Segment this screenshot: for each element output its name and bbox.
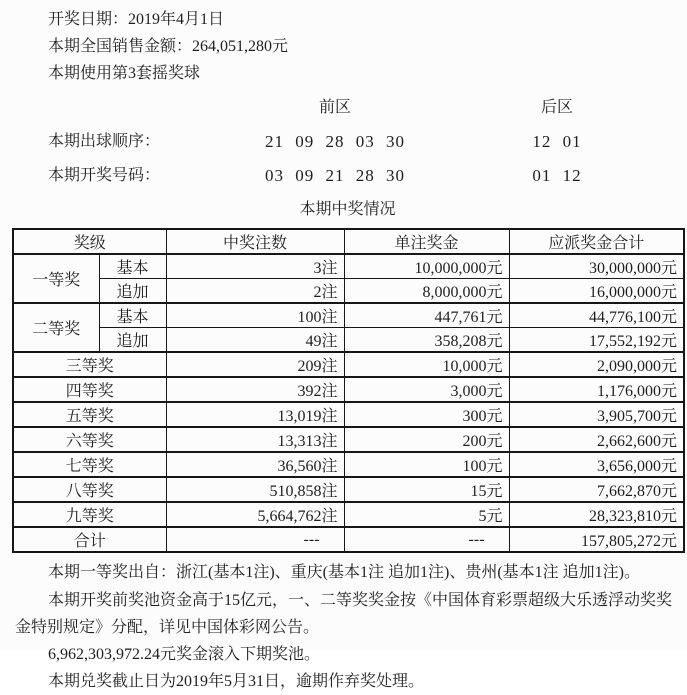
cell-total: 30,000,000元: [509, 254, 684, 279]
cell-tier: 六等奖: [13, 427, 166, 452]
cell-tier: 七等奖: [13, 452, 166, 477]
winning-numbers-label: 本期开奖号码：: [48, 167, 161, 184]
cell-tier: 八等奖: [13, 477, 166, 502]
ball-set-line: 本期使用第3套摇奖球: [48, 65, 201, 82]
header-total: 应派奖金合计: [509, 229, 684, 254]
back-zone-label: 后区: [540, 99, 573, 116]
cell-count: 5,664,762注: [166, 502, 344, 527]
table-row-seventh: [13, 452, 684, 477]
table-row-third: [13, 352, 684, 377]
ball-order-back-numbers: 12 01: [532, 132, 582, 151]
front-zone-label: 前区: [318, 99, 351, 116]
table-row-fourth: [13, 377, 684, 402]
cell-total: 157,805,272元: [509, 527, 684, 552]
table-row-eighth: [13, 477, 684, 502]
sales-amount-line: 本期全国销售金额：264,051,280元: [48, 38, 289, 55]
table-row-fifth: [13, 402, 684, 427]
cell-total: 3,656,000元: [509, 452, 684, 477]
cell-count: 100注: [166, 303, 344, 328]
zone-header-spacer: [0, 99, 215, 117]
cell-count: 13,019注: [166, 402, 344, 427]
prize-table-title: 本期中奖情况: [299, 201, 396, 218]
cell-tier: 四等奖: [13, 377, 166, 402]
cell-count: 13,313注: [166, 427, 344, 452]
cell-count: 392注: [166, 377, 344, 402]
table-row-sixth: [13, 427, 684, 452]
cell-count: 36,560注: [166, 452, 344, 477]
ball-order-row: [0, 133, 687, 151]
cell-prize: 10,000元: [344, 352, 509, 377]
cell-prize: 100元: [344, 452, 509, 477]
header-prize: 单注奖金: [344, 229, 509, 254]
cell-total: 2,090,000元: [509, 352, 684, 377]
cell-tier: 一等奖: [13, 254, 99, 303]
cell-prize: 8,000,000元: [344, 279, 509, 304]
cell-prize: 447,761元: [344, 303, 509, 328]
cell-prize: ---: [344, 527, 509, 552]
cell-total: 2,662,600元: [509, 427, 684, 452]
cell-sub: 基本: [99, 254, 166, 279]
cell-prize: 358,208元: [344, 328, 509, 353]
prize-table: [12, 228, 685, 553]
cell-prize: 15元: [344, 477, 509, 502]
winning-back-numbers: 01 12: [532, 166, 582, 185]
ball-order-label: 本期出球顺序：: [48, 133, 161, 150]
draw-date-line: 开奖日期：2019年4月1日: [48, 11, 225, 28]
cell-total: 28,323,810元: [509, 502, 684, 527]
cell-count: 3注: [166, 254, 344, 279]
header-count: 中奖注数: [166, 229, 344, 254]
table-row-second-basic: [13, 303, 684, 328]
cell-count: 2注: [166, 279, 344, 304]
cell-prize: 10,000,000元: [344, 254, 509, 279]
cell-sub: 追加: [99, 328, 166, 353]
table-row-total: [13, 527, 684, 552]
cell-total: 1,176,000元: [509, 377, 684, 402]
cell-tier: 九等奖: [13, 502, 166, 527]
cell-count: 209注: [166, 352, 344, 377]
cell-total: 17,552,192元: [509, 328, 684, 353]
zone-header-row: [0, 99, 687, 117]
winning-front-numbers: 03 09 21 28 30: [265, 166, 405, 185]
note-first-prize-winners: 本期一等奖出自：浙江(基本1注)、重庆(基本1注 追加1注)、贵州(基本1注 追加1注)。: [48, 564, 640, 581]
prize-table-header-row: [13, 229, 684, 254]
cell-tier: 合计: [13, 527, 166, 552]
cell-count: 510,858注: [166, 477, 344, 502]
note-claim-deadline: 本期兑奖截止日为2019年5月31日，逾期作弃奖处理。: [48, 673, 425, 690]
cell-tier: 三等奖: [13, 352, 166, 377]
cell-total: 44,776,100元: [509, 303, 684, 328]
cell-prize: 300元: [344, 402, 509, 427]
cell-total: 16,000,000元: [509, 279, 684, 304]
header-tier: 奖级: [13, 229, 166, 254]
table-row-first-extra: [13, 279, 684, 304]
ball-order-front-numbers: 21 09 28 03 30: [265, 132, 405, 151]
table-row-first-basic: [13, 254, 684, 279]
cell-total: 3,905,700元: [509, 402, 684, 427]
cell-prize: 200元: [344, 427, 509, 452]
cell-count: ---: [166, 527, 344, 552]
cell-tier: 五等奖: [13, 402, 166, 427]
note-pool-rule: 本期开奖前奖池资金高于15亿元，一、二等奖奖金按《中国体育彩票超级大乐透浮动奖奖金特别规定》分配，详见中国体彩网公告。: [15, 592, 673, 636]
note-rollover: 6,962,303,972.24元奖金滚入下期奖池。: [48, 646, 321, 663]
table-row-second-extra: [13, 328, 684, 353]
table-row-ninth: [13, 502, 684, 527]
winning-numbers-row: [0, 167, 687, 185]
cell-sub: 追加: [99, 279, 166, 304]
cell-sub: 基本: [99, 303, 166, 328]
cell-prize: 3,000元: [344, 377, 509, 402]
cell-prize: 5元: [344, 502, 509, 527]
cell-count: 49注: [166, 328, 344, 353]
cell-tier: 二等奖: [13, 303, 99, 352]
cell-total: 7,662,870元: [509, 477, 684, 502]
